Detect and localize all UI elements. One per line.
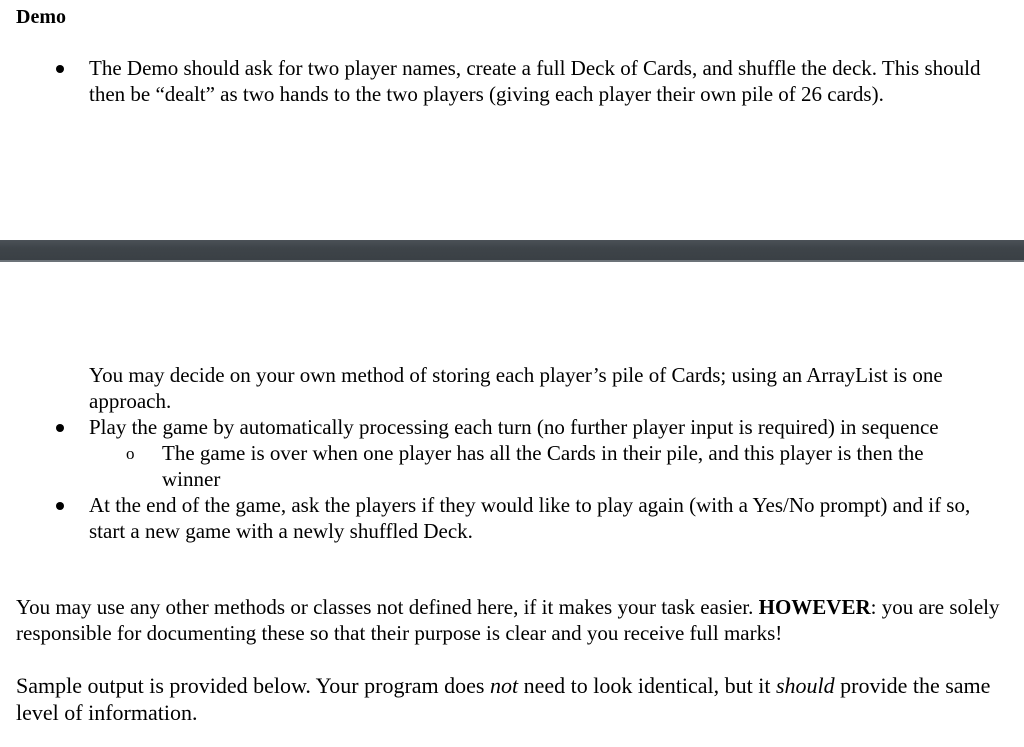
paragraph-other-methods: You may use any other methods or classes not defined here, if it makes your task easier. HOWEVER: you are solely responsible for documenting these so that their purpose is clear and you receive full marks! [16, 595, 1000, 645]
emphasis-however: HOWEVER [758, 595, 871, 619]
bullet-text-demo: The Demo should ask for two player names, create a full Deck of Cards, and shuffle the deck. This should then be “dealt” as two hands to the two players (giving each player their own pile of 26 cards). [89, 56, 981, 106]
document-top-section [0, 0, 1024, 240]
bullet-text-play: Play the game by automatically processing each turn (no further player input is required) in sequence [89, 415, 939, 439]
emphasis-not: not [489, 673, 519, 698]
paragraph-sample-output: Sample output is provided below. Your program does not need to look identical, but it should provide the same level of information. [16, 673, 991, 725]
emphasis-should: should [775, 673, 835, 698]
bullet-text-play-again: At the end of the game, ask the players if they would like to play again (with a Yes/No prompt) and if so, start a new game with a newly shuffled Deck. [89, 493, 971, 543]
bullet-icon [56, 424, 64, 432]
bullet-icon [56, 502, 64, 510]
section-heading: Demo [16, 6, 66, 28]
bullet-icon [56, 65, 64, 73]
page-divider [0, 240, 1024, 262]
sub-bullet-text-game-over: The game is over when one player has all the Cards in their pile, and this player is then the winner [162, 441, 924, 491]
continuation-text: You may decide on your own method of storing each player’s pile of Cards; using an ArrayList is one approach. [89, 363, 943, 413]
sub-bullet-icon: o [126, 444, 135, 463]
